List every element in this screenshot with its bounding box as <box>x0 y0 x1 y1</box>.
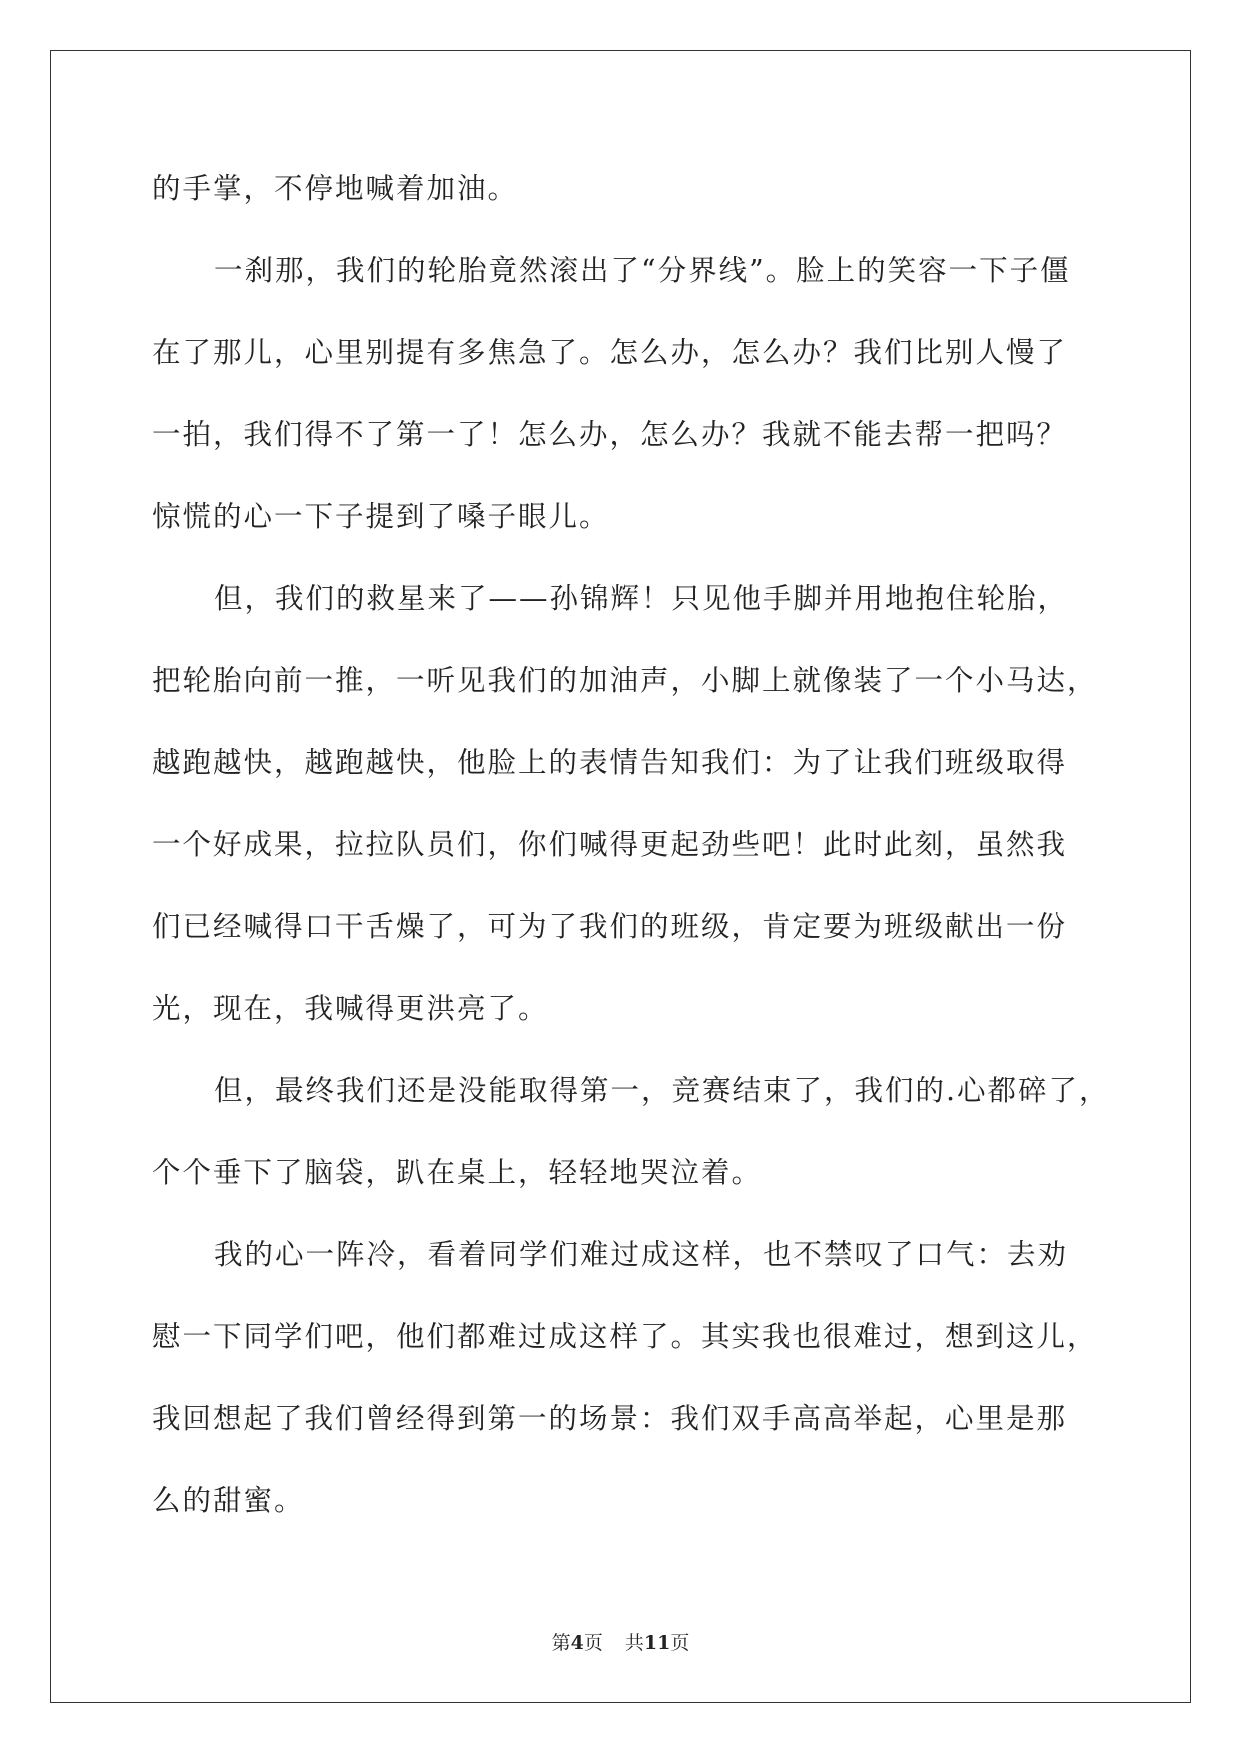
text-line-16: 我回想起了我们曾经得到第一的场景：我们双手高高举起，心里是那 <box>152 1402 1068 1435</box>
text-line-4: 一拍，我们得不了第一了！怎么办，怎么办？我就不能去帮一把吗？ <box>152 418 1068 451</box>
text-line-6: 但，我们的救星来了——孙锦辉！只见他手脚并用地抱住轮胎， <box>214 582 1069 615</box>
total-pages: 11 <box>643 1632 671 1654</box>
text-line-7: 把轮胎向前一推，一听见我们的加油声，小脚上就像装了一个小马达， <box>152 664 1098 697</box>
text-line-10: 们已经喊得口干舌燥了，可为了我们的班级，肯定要为班级献出一份 <box>152 910 1068 943</box>
text-line-1: 的手掌，不停地喊着加油。 <box>152 172 519 205</box>
text-line-15: 慰一下同学们吧，他们都难过成这样了。其实我也很难过，想到这儿， <box>152 1320 1098 1353</box>
text-line-12: 但，最终我们还是没能取得第一，竞赛结束了，我们的.心都碎了， <box>214 1074 1110 1107</box>
text-line-17: 么的甜蜜。 <box>152 1484 305 1517</box>
page-prefix: 第 <box>551 1632 571 1654</box>
total-suffix: 页 <box>670 1632 690 1654</box>
page-footer <box>0 1628 1241 1655</box>
text-line-2: 一刹那，我们的轮胎竟然滚出了“分界线”。脸上的笑容一下子僵 <box>214 254 1071 287</box>
text-line-5: 惊慌的心一下子提到了嗓子眼儿。 <box>152 500 610 533</box>
text-line-13: 个个垂下了脑袋，趴在桌上，轻轻地哭泣着。 <box>152 1156 763 1189</box>
text-line-3: 在了那儿，心里别提有多焦急了。怎么办，怎么办？我们比别人慢了 <box>152 336 1068 369</box>
text-line-14: 我的心一阵冷，看着同学们难过成这样，也不禁叹了口气：去劝 <box>214 1238 1069 1271</box>
text-line-11: 光，现在，我喊得更洪亮了。 <box>152 992 549 1025</box>
page-number: 4 <box>570 1632 584 1654</box>
text-line-8: 越跑越快，越跑越快，他脸上的表情告知我们：为了让我们班级取得 <box>152 746 1068 779</box>
total-prefix: 共 <box>624 1632 644 1654</box>
text-line-9: 一个好成果，拉拉队员们，你们喊得更起劲些吧！此时此刻，虽然我 <box>152 828 1068 861</box>
page-suffix: 页 <box>583 1632 603 1654</box>
document-body <box>152 148 1110 1542</box>
